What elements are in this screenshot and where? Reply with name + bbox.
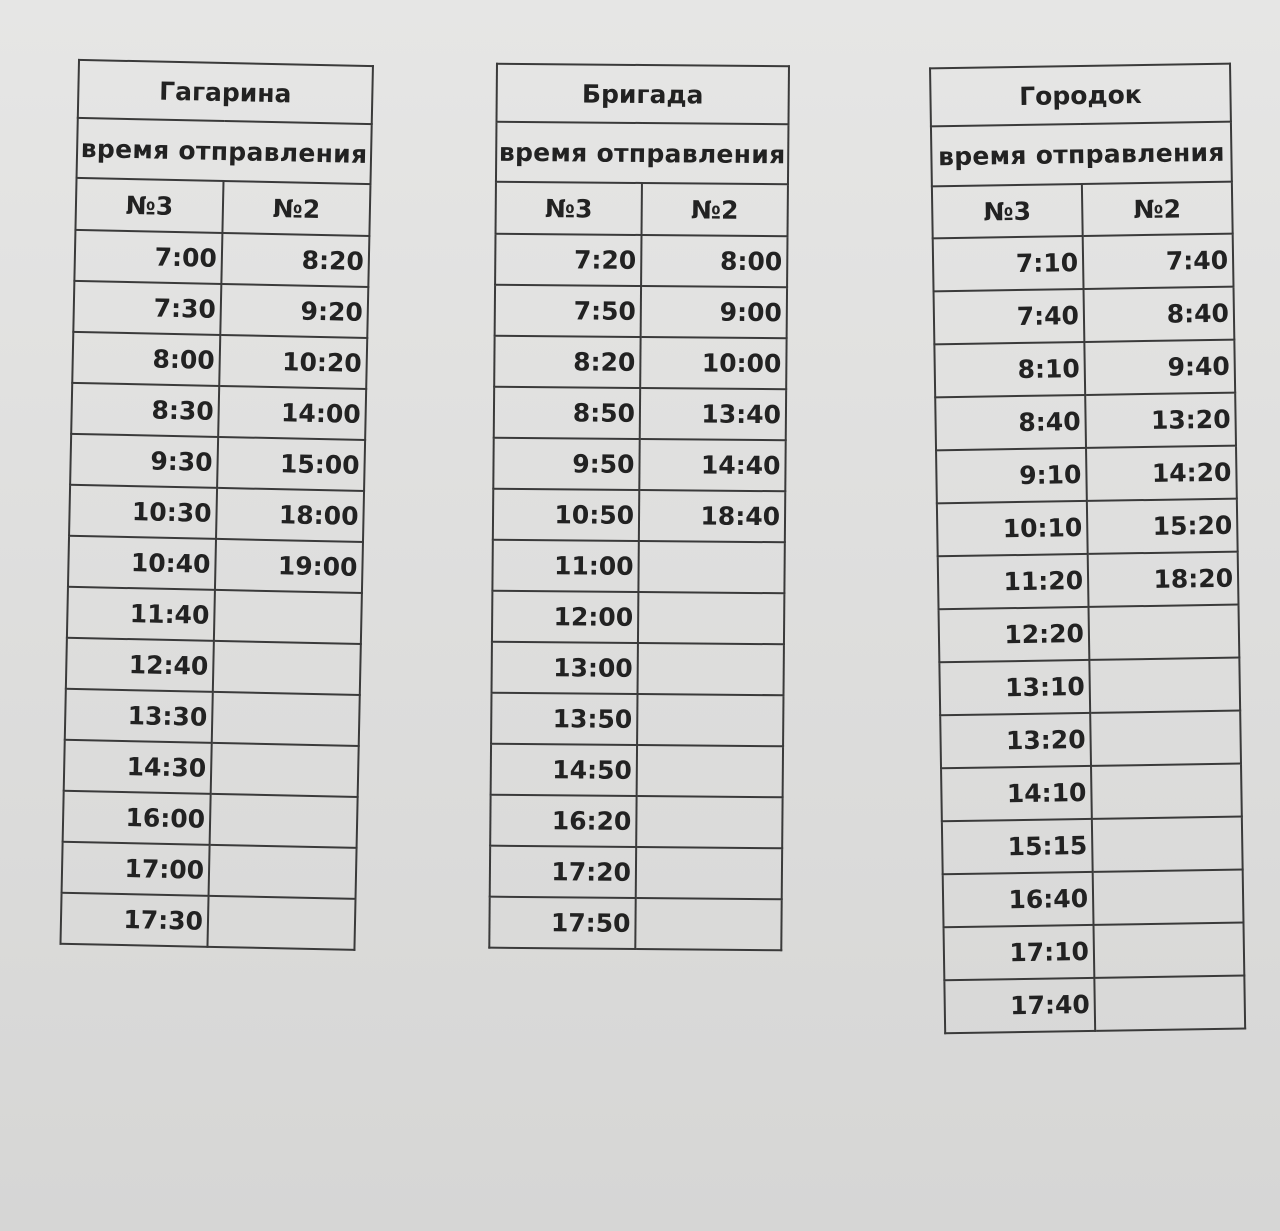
table-row	[934, 287, 1235, 345]
route-3-departure-time: 13:20	[940, 713, 1091, 768]
table-row	[490, 795, 782, 849]
route-2-departure-time	[638, 592, 784, 644]
route-3-departure-time: 17:20	[490, 846, 636, 898]
table-row	[938, 552, 1239, 610]
route-3-departure-time: 8:40	[935, 395, 1086, 450]
table-row	[69, 485, 364, 542]
route-2-departure-time: 14:20	[1086, 446, 1237, 501]
route-2-departure-time: 8:40	[1084, 287, 1235, 342]
route-2-departure-time: 13:20	[1085, 393, 1236, 448]
table-row	[71, 383, 366, 440]
route-3-departure-time: 10:30	[69, 485, 217, 539]
route-2-departure-time	[212, 692, 360, 746]
route-3-departure-time: 13:10	[939, 660, 1090, 715]
table-row	[64, 740, 359, 797]
route-2-departure-time	[1090, 711, 1241, 766]
route-3-departure-time: 7:20	[495, 234, 641, 286]
timetable-gagarina	[59, 59, 373, 951]
route-2-departure-time	[638, 643, 784, 695]
stop-name: Гагарина	[78, 60, 373, 124]
table-row	[940, 711, 1241, 769]
table-row	[944, 923, 1245, 981]
timetable-gorodok	[929, 63, 1246, 1035]
route-3-header: №3	[75, 178, 223, 233]
route-2-departure-time: 10:20	[219, 335, 367, 389]
table-row	[491, 693, 783, 747]
route-2-departure-time	[637, 694, 783, 746]
route-3-departure-time: 7:30	[73, 281, 221, 335]
table-row	[492, 540, 784, 594]
table-row	[944, 976, 1245, 1034]
route-2-departure-time	[1093, 870, 1244, 925]
route-2-departure-time	[214, 590, 362, 644]
table-row	[935, 393, 1236, 451]
table-row	[62, 842, 357, 899]
table-row	[74, 230, 369, 287]
route-3-departure-time: 9:10	[936, 448, 1087, 503]
route-2-departure-time: 8:20	[221, 233, 369, 287]
route-2-departure-time: 15:20	[1087, 499, 1238, 554]
route-2-departure-time: 9:40	[1084, 340, 1235, 395]
route-3-departure-time: 16:00	[63, 791, 211, 845]
route-2-departure-time	[1093, 923, 1244, 978]
route-2-departure-time	[637, 745, 783, 797]
route-3-departure-time: 7:00	[74, 230, 222, 284]
table-row	[933, 234, 1234, 292]
table-row	[939, 605, 1240, 663]
table-row	[63, 791, 358, 848]
route-3-departure-time: 17:30	[60, 893, 208, 947]
route-3-departure-time: 16:20	[490, 795, 636, 847]
route-3-header: №3	[496, 182, 642, 235]
route-3-departure-time: 17:00	[62, 842, 210, 896]
route-3-departure-time: 14:10	[941, 766, 1092, 821]
route-2-departure-time: 19:00	[215, 539, 363, 593]
route-2-departure-time	[635, 898, 781, 950]
route-3-departure-time: 17:40	[944, 978, 1095, 1033]
route-3-departure-time: 11:40	[67, 587, 215, 641]
table-row	[941, 764, 1242, 822]
table-row	[495, 234, 787, 288]
route-3-departure-time: 7:50	[495, 285, 641, 337]
route-3-departure-time: 7:10	[933, 236, 1084, 291]
route-2-departure-time: 9:00	[641, 286, 787, 338]
route-3-departure-time: 10:40	[68, 536, 216, 590]
route-2-departure-time: 14:00	[218, 386, 366, 440]
route-2-departure-time	[211, 743, 359, 797]
table-row	[70, 434, 365, 491]
route-3-departure-time: 12:20	[939, 607, 1090, 662]
route-3-header: №3	[932, 184, 1083, 238]
table-row	[939, 658, 1240, 716]
route-3-departure-time: 17:10	[944, 925, 1095, 980]
route-2-departure-time	[1091, 764, 1242, 819]
route-3-departure-time: 8:10	[934, 342, 1085, 397]
table-row	[495, 285, 787, 339]
departure-time-label: время отправления	[931, 122, 1232, 187]
departure-time-label: время отправления	[496, 122, 789, 185]
route-3-departure-time: 15:15	[942, 819, 1093, 874]
route-3-departure-time: 11:00	[492, 540, 638, 592]
table-row	[494, 336, 786, 390]
route-3-departure-time: 9:50	[493, 438, 639, 490]
route-3-departure-time: 8:00	[72, 332, 220, 386]
route-2-departure-time: 10:00	[640, 337, 786, 389]
route-2-header: №2	[222, 181, 370, 236]
route-2-departure-time: 18:40	[639, 490, 785, 542]
route-2-departure-time	[1092, 817, 1243, 872]
table-row	[490, 846, 782, 900]
route-2-header: №2	[642, 183, 788, 236]
route-2-departure-time	[636, 847, 782, 899]
route-2-departure-time: 13:40	[640, 388, 786, 440]
route-3-departure-time: 10:50	[493, 489, 639, 541]
route-2-departure-time	[638, 541, 784, 593]
timetable-brigada	[488, 63, 790, 952]
route-2-departure-time	[209, 845, 357, 899]
route-2-departure-time	[636, 796, 782, 848]
route-3-departure-time: 13:30	[65, 689, 213, 743]
table-row	[943, 870, 1244, 928]
table-row	[66, 638, 361, 695]
route-2-departure-time	[1089, 658, 1240, 713]
table-row	[936, 446, 1237, 504]
table-row	[67, 587, 362, 644]
route-2-departure-time: 18:20	[1088, 552, 1239, 607]
route-3-departure-time: 7:40	[934, 289, 1085, 344]
table-row	[494, 387, 786, 441]
table-row	[68, 536, 363, 593]
route-3-departure-time: 12:00	[492, 591, 638, 643]
route-2-departure-time	[210, 794, 358, 848]
table-row	[73, 281, 368, 338]
route-3-departure-time: 11:20	[938, 554, 1089, 609]
table-row	[492, 642, 784, 696]
route-3-departure-time: 8:50	[494, 387, 640, 439]
route-2-departure-time: 18:00	[216, 488, 364, 542]
table-row	[65, 689, 360, 746]
table-row	[934, 340, 1235, 398]
table-row	[491, 744, 783, 798]
route-3-departure-time: 12:40	[66, 638, 214, 692]
route-2-departure-time	[207, 896, 355, 950]
stop-name: Бригада	[496, 64, 788, 125]
route-2-departure-time: 8:00	[641, 235, 787, 287]
route-2-departure-time: 14:40	[639, 439, 785, 491]
route-3-departure-time: 17:50	[489, 897, 635, 949]
stop-name: Городок	[930, 64, 1231, 127]
route-2-header: №2	[1082, 182, 1233, 236]
table-row	[489, 897, 781, 951]
route-3-departure-time: 8:30	[71, 383, 219, 437]
route-3-departure-time: 9:30	[70, 434, 218, 488]
route-2-departure-time: 9:20	[220, 284, 368, 338]
table-row	[72, 332, 367, 389]
route-2-departure-time	[1088, 605, 1239, 660]
table-row	[942, 817, 1243, 875]
route-3-departure-time: 13:50	[491, 693, 637, 745]
route-3-departure-time: 8:20	[494, 336, 640, 388]
route-3-departure-time: 14:50	[491, 744, 637, 796]
route-2-departure-time	[213, 641, 361, 695]
table-row	[937, 499, 1238, 557]
route-3-departure-time: 13:00	[492, 642, 638, 694]
route-2-departure-time: 15:00	[217, 437, 365, 491]
route-2-departure-time: 7:40	[1083, 234, 1234, 289]
route-2-departure-time	[1094, 976, 1245, 1031]
table-row	[60, 893, 355, 950]
route-3-departure-time: 14:30	[64, 740, 212, 794]
route-3-departure-time: 10:10	[937, 501, 1088, 556]
route-3-departure-time: 16:40	[943, 872, 1094, 927]
table-row	[493, 489, 785, 543]
departure-time-label: время отправления	[77, 118, 372, 184]
table-row	[493, 438, 785, 492]
table-row	[492, 591, 784, 645]
